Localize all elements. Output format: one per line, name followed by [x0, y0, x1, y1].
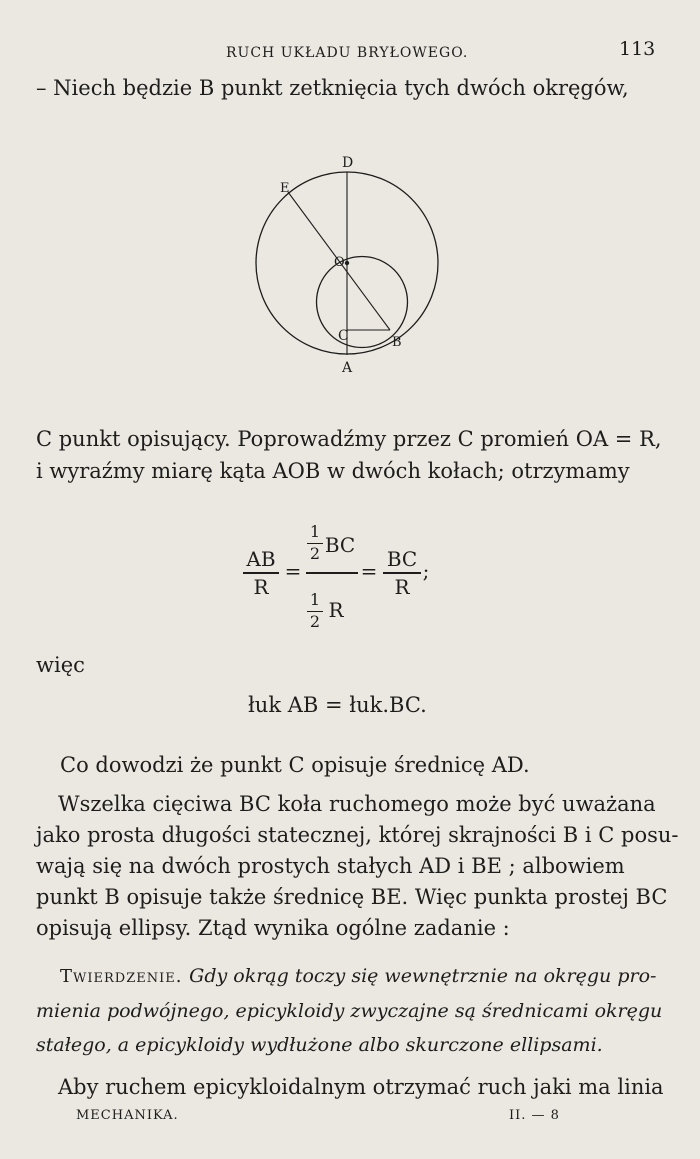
theorem-line-2: mienia podwójnego, epicykloidy zwyczajne są średnicami okręgu	[36, 1000, 663, 1022]
eq1-bc: BC	[324, 533, 356, 557]
eq1-r-lower: R	[328, 598, 344, 622]
rolling-circle	[317, 257, 408, 348]
paragraph-3-line-3: wają się na dwóch prostych stałych AD i BE ; albowiem	[36, 854, 625, 878]
geometric-figure	[250, 150, 450, 380]
eq1-semicolon: ;	[422, 559, 430, 583]
label-C: C	[338, 328, 349, 344]
paragraph-3-line-1: Wszelka cięciwa BC koła ruchomego może być uważana	[58, 792, 656, 816]
label-E: E	[280, 181, 290, 196]
paragraph-1-line-3: i wyraźmy miarę kąta AOB w dwóch kołach; otrzymamy	[36, 459, 630, 483]
theorem-heading: Twierdzenie.	[60, 966, 183, 987]
paragraph-4: Aby ruchem epicykloidalnym otrzymać ruch jaki ma linia	[58, 1075, 664, 1099]
eq1-den-r: R	[253, 575, 269, 599]
paragraph-1-line-2: C punkt opisujący. Poprowadźmy przez C promień OA = R,	[36, 427, 662, 451]
label-A: A	[342, 360, 353, 376]
page-number: 113	[619, 38, 656, 60]
paragraph-2: Co dowodzi że punkt C opisuje średnicę AD.	[60, 753, 530, 777]
wiec-line: więc	[36, 653, 85, 677]
paragraph-1-line-1: – Niech będzie B punkt zetknięcia tych dwóch okręgów,	[36, 76, 629, 100]
paragraph-3-line-2: jako prosta długości statecznej, której skrajności B i C posu-	[36, 823, 679, 847]
eq1-half2-den: 2	[309, 612, 321, 631]
eq1-r2: R	[394, 575, 410, 599]
eq1-num-ab: AB	[246, 547, 276, 571]
eq1-half-den: 2	[309, 544, 321, 563]
eq1-half2-num: 1	[309, 590, 321, 609]
eq1-equals-a: =	[284, 559, 302, 583]
label-B: B	[392, 335, 402, 350]
equation-2: łuk AB = łuk.BC.	[248, 693, 427, 717]
theorem-line-1	[60, 962, 656, 990]
paragraph-3-line-5: opisują ellipsy. Ztąd wynika ogólne zadanie :	[36, 916, 510, 940]
eq1-equals-b: =	[360, 559, 378, 583]
point-O	[345, 261, 349, 265]
label-D: D	[342, 155, 354, 171]
footer-sheet-mark: II. — 8	[509, 1108, 560, 1123]
footer-signature: MECHANIKA.	[76, 1108, 179, 1123]
label-O: O	[334, 255, 345, 270]
eq1-bc2: BC	[386, 547, 418, 571]
theorem-text-1: Gdy okrąg toczy się wewnętrznie na okręgu pro-	[189, 965, 657, 987]
running-title: RUCH UKŁADU BRYŁOWEGO.	[226, 45, 469, 61]
theorem-line-3: stałego, a epicykloidy wydłużone albo skurczone ellipsami.	[36, 1034, 603, 1056]
eq1-half-num: 1	[309, 522, 321, 541]
paragraph-3-line-4: punkt B opisuje także średnicę BE. Więc punkta prostej BC	[36, 885, 668, 909]
